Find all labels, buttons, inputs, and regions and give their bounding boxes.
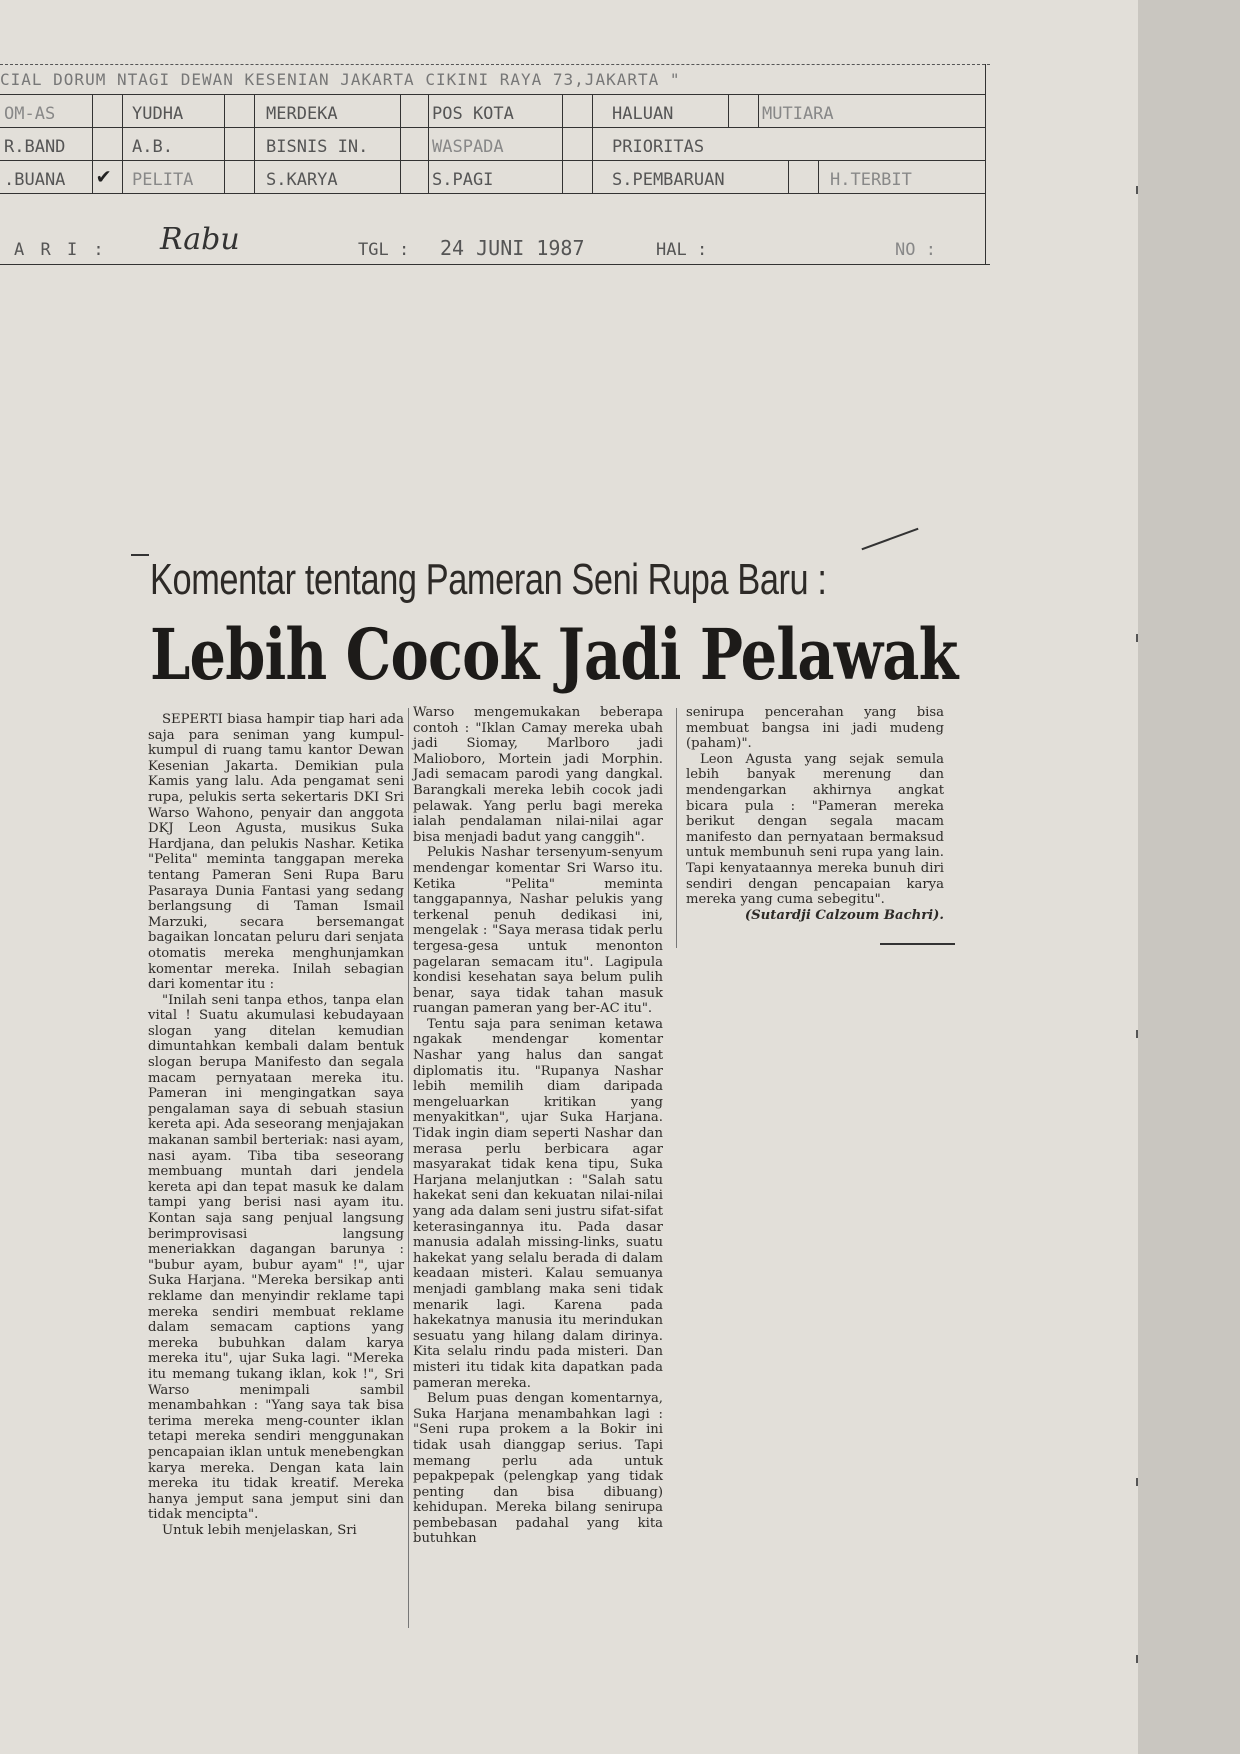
stamp-outlet-yudha: YUDHA bbox=[132, 104, 184, 124]
col2-paragraph-3: Tentu saja para seniman ketawa ngakak mendengar komentar Nashar yang halus dan sangat diplomatis itu. "Rupanya Nashar lebih memilih diam daripada mengeluarkan kritikan yang menyakitkan", ujar Suka Harjana. Tidak ingin diam seperti Nashar dan merasa perlu berbicara agar masyarakat tidak kena tipu, Suka Harjana melanjutkan : "Salah satu hakekat seni dan kekuatan nilai-nilai yang ada dalam seni justru sifat-sifat keterasingannya itu. Pada dasar manusia adalah missing-links, suatu hakekat yang selalu berada di dalam keadaan misteri. Kalau semuanya menjadi gamblang maka seni tidak menarik lagi. Karena pada hakekatnya manusia itu merindukan sesuatu yang hilang dalam dirinya. Kita selalu rindu pada misteri. Dan misteri itu tidak kita dapatkan pada pameran mereka. bbox=[413, 1016, 663, 1391]
article-column-3 bbox=[686, 705, 944, 923]
stamp-tgl-label: TGL : bbox=[358, 240, 410, 260]
article-column-1 bbox=[148, 712, 404, 1538]
stamp-outlet-mutiara: MUTIARA bbox=[762, 104, 834, 124]
stamp-outlet-ab: A.B. bbox=[132, 137, 173, 157]
stamp-outlet-merdeka: MERDEKA bbox=[266, 104, 338, 124]
col1-paragraph-1: SEPERTI biasa hampir tiap hari ada saja para seniman yang kumpul-kumpul di ruang tamu kantor Dewan Kesenian Jakarta. Demikian pula Kamis yang lalu. Ada pengamat seni rupa, pelukis serta sekertaris DKI Sri Warso Wahono, penyair dan anggota DKJ Leon Agusta, musikus Suka Hardjana, dan pelukis Nashar. Ketika "Pelita" meminta tanggapan mereka tentang Pameran Seni Rupa Baru Pasaraya Dunia Fantasi yang sedang berlangsung di Taman Ismail Marzuki, secara bersemangat bagaikan loncatan peluru dari senjata otomatis mereka menghunjamkan komentar mereka. Inilah sebagian dari komentar itu : bbox=[148, 712, 404, 993]
col3-paragraph-1: senirupa pencerahan yang bisa membuat bangsa ini jadi mudeng (paham)". bbox=[686, 705, 944, 752]
column-rule-1 bbox=[408, 708, 409, 1628]
stamp-outlet-waspada: WASPADA bbox=[432, 137, 504, 157]
article-end-rule bbox=[880, 943, 955, 945]
stamp-outlet-pos-kota: POS KOTA bbox=[432, 104, 514, 124]
stamp-outlet-haluan: HALUAN bbox=[612, 104, 674, 124]
backing-paper-edge bbox=[1138, 0, 1240, 1754]
article-headline: Lebih Cocok Jadi Pelawak bbox=[150, 613, 958, 696]
stamp-no-label: NO : bbox=[895, 240, 936, 260]
stamp-outlet-h-terbit: H.TERBIT bbox=[830, 170, 912, 190]
col2-paragraph-1: Warso mengemukakan beberapa contoh : "Iklan Camay mereka ubah jadi Siomay, Marlboro jadi Malioboro, Mortein jadi Morphin. Jadi semacam parodi yang dangkal. Barangkali mereka lebih cocok jadi pelawak. Yang perlu bagi mereka ialah pendalaman nilai-nilai agar bisa menjadi badut yang canggih". bbox=[413, 705, 663, 845]
col3-paragraph-2: Leon Agusta yang sejak semula lebih banyak merenung dan mendengarkan akhirnya angkat bicara pula : "Pameran mereka berikut dengan segala macam manifesto dan pernyataan bermaksud untuk membunuh seni rupa yang lain. Tapi kenyataannya mereka bunuh diri sendiri dengan pencapaian karya mereka yang cuma sebegitu". bbox=[686, 751, 944, 908]
stamp-outlet-om-as: OM-AS bbox=[4, 104, 56, 124]
clipping-header-stamp bbox=[0, 64, 990, 269]
stamp-outlet-buana: .BUANA bbox=[4, 170, 66, 190]
stamp-outlet-pelita: PELITA bbox=[132, 170, 194, 190]
article-column-2 bbox=[413, 705, 663, 1547]
stamp-outlet-prioritas: PRIORITAS bbox=[612, 137, 705, 157]
article-byline: (Sutardji Calzoum Bachri). bbox=[744, 907, 944, 923]
article-kicker: Komentar tentang Pameran Seni Rupa Baru : bbox=[150, 555, 827, 604]
stamp-hari-handwritten: Rabu bbox=[160, 222, 240, 257]
headline-dash-mark bbox=[131, 554, 149, 556]
column-rule-2 bbox=[676, 708, 677, 948]
col1-paragraph-3: Untuk lebih menjelaskan, Sri bbox=[162, 1522, 357, 1538]
stamp-title-row: CIAL DORUM NTAGI DEWAN KESENIAN JAKARTA CIKINI RAYA 73,JAKARTA " bbox=[0, 70, 681, 89]
col1-paragraph-2: "Inilah seni tanpa ethos, tanpa elan vital ! Suatu akumulasi kebudayaan slogan yang ditelan kemudian dimuntahkan kembali dalam bentuk slogan berupa Manifesto dan segala macam pernyataan mereka itu. Pameran ini mengingatkan saya pengalaman saya di sebuah stasiun kereta api. Ada seseorang menjajakan makanan sambil berteriak: nasi ayam, nasi ayam. Tiba tiba seseorang membuang muntah dari jendela kereta api dan tepat masuk ke dalam tampi yang berisi nasi ayam itu. Kontan saja sang penjual langsung berimprovisasi langsung meneriakkan dagangan barunya : "bubur ayam, bubur ayam" !", ujar Suka Harjana. "Mereka bersikap anti reklame dan menyindir reklame tapi mereka sendiri membuat reklame dalam semacam captions yang mereka bubuhkan dalam karya mereka itu", ujar Suka lagi. "Mereka itu memang tukang iklan, kok !", Sri Warso menimpali sambil menambahkan : "Yang saya tak bisa terima mereka meng-counter iklan tetapi mereka sendiri menggunakan pencapaian iklan untuk menebengkan karya mereka. Dengan kata lain mereka itu tidak kreatif. Mereka hanya jemput sana jemput sini dan tidak mencipta". bbox=[148, 992, 404, 1523]
stamp-outlet-bisnis-in: BISNIS IN. bbox=[266, 137, 369, 157]
stamp-hal-label: HAL : bbox=[656, 240, 708, 260]
stamp-outlet-s-pagi: S.PAGI bbox=[432, 170, 494, 190]
stamp-outlet-s-pembaruan: S.PEMBARUAN bbox=[612, 170, 725, 190]
stamp-hari-label: A R I : bbox=[14, 240, 107, 260]
checkmark-icon: ✔ bbox=[97, 164, 111, 189]
col2-paragraph-2: Pelukis Nashar tersenyum-senyum mendengar komentar Sri Warso itu. Ketika "Pelita" meminta tanggapannya, Nashar pelukis yang terkenal penuh dedikasi ini, mengelak : "Saya merasa tidak perlu tergesa-gesa untuk menonton pagelaran semacam itu". Lagipula kondisi kesehatan saya belum pulih benar, saya tidak tahan masuk ruangan pameran yang ber-AC itu". bbox=[413, 845, 663, 1017]
col2-paragraph-4: Belum puas dengan komentarnya, Suka Harjana menambahkan lagi : "Seni rupa prokem a la Bokir ini tidak usah dianggap serius. Tapi memang perlu ada untuk pepakpepak (pelengkap yang tidak penting dan bisa dibuang) kehidupan. Mereka bilang senirupa pembebasan padahal yang kita butuhkan bbox=[413, 1391, 663, 1547]
stamp-outlet-s-karya: S.KARYA bbox=[266, 170, 338, 190]
stamp-outlet-r-band: R.BAND bbox=[4, 137, 66, 157]
stamp-tgl-value: 24 JUNI 1987 bbox=[440, 236, 585, 260]
